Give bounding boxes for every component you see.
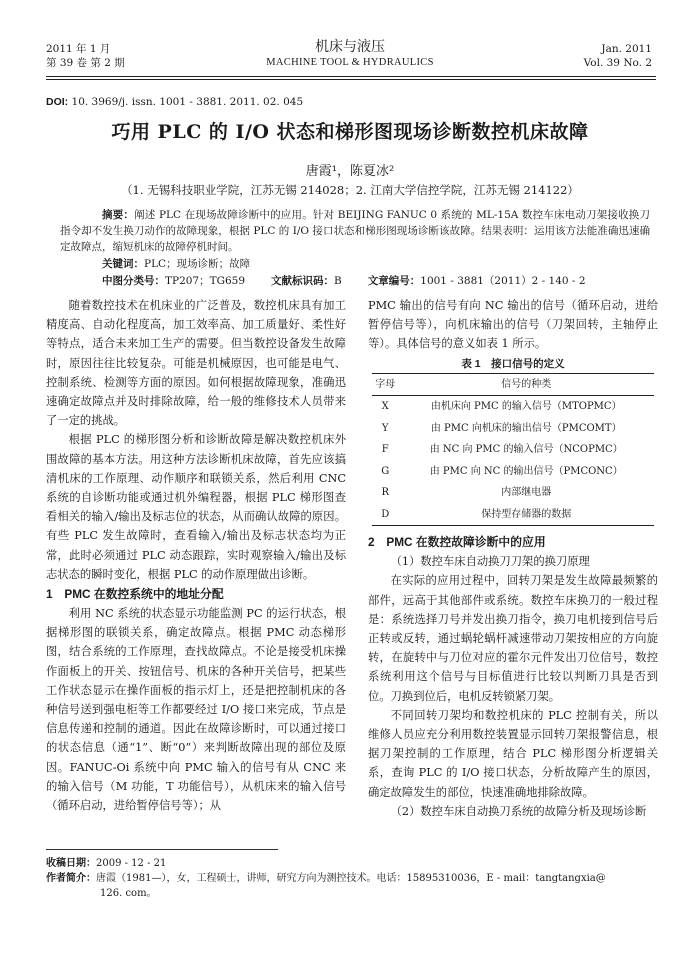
received-date-line bbox=[46, 856, 658, 871]
author-bio-cont: 126. com。 bbox=[100, 888, 157, 899]
header-rule-thin bbox=[46, 79, 656, 80]
doc-code-value: B bbox=[334, 275, 342, 287]
table-header-letter: 字母 bbox=[375, 378, 396, 390]
clc-label: 中图分类号： bbox=[102, 275, 165, 287]
footnote-rule bbox=[46, 849, 278, 850]
paragraph-intro: 随着数控技术在机床业的广泛普及，数控机床具有加工精度高、自动化程度高，加工效率高、加工质量好、柔性好等特点，适合未来加工生产的需要。但当数控设备发生故障时，原因往往比较复杂。可能是机械原因，也可能是电气、控制系统、检测等方面的原因。如何根据故障现象，准确迅速确定故障点并及时排除故障，给一般的维修技术人员带来了一定的挑战。 bbox=[46, 299, 346, 428]
table-cell-letter: R bbox=[381, 487, 389, 499]
table-cell-letter: G bbox=[381, 465, 390, 477]
table-cell-letter: X bbox=[381, 401, 389, 413]
doi-value: 10. 3969/j. issn. 1001 - 3881. 2011. 02. 045 bbox=[71, 96, 304, 108]
article-no-label: 文章编号： bbox=[367, 275, 421, 287]
abstract bbox=[60, 207, 650, 255]
header-date-en: Jan. 2011 bbox=[601, 43, 652, 55]
paragraph-diagnosis: 不同回转刀架均和数控机床的 PLC 控制有关，所以维修人员应充分利用数控装置显示回转刀架报警信息，根据刀架控制的工作原理，结合 PLC 梯形图分析逻辑关系，查询 PLC 的 I/O 接口状态，分析故障产生的原因，确定故障发生的部位，快速准确地排除故障。 bbox=[368, 708, 658, 799]
author-bio-label: 作者简介： bbox=[46, 873, 96, 884]
table-cell-type: 由 NC 向 PMC 的输入信号（NCOPMC） bbox=[429, 444, 623, 456]
paragraph-output-signals: PMC 输出的信号有向 NC 输出的信号（循环启动，进给暂停信号等），向机床输出的信号（刀架回转，主轴停止等）。具体信号的意义如表 1 所示。 bbox=[368, 299, 658, 351]
doi-line bbox=[46, 96, 303, 108]
table-header-type: 信号的种类 bbox=[501, 378, 552, 390]
header-right bbox=[584, 42, 652, 70]
table-cell-letter: F bbox=[381, 444, 389, 456]
table-cell-type: 内部继电器 bbox=[501, 487, 552, 499]
header-volume-en: Vol. 39 No. 2 bbox=[583, 57, 652, 69]
table-header-row bbox=[372, 373, 654, 396]
header-rule bbox=[46, 76, 656, 77]
table-row bbox=[372, 461, 654, 483]
table-cell-type: 由 PMC 向机床的输出信号（PMCOMT） bbox=[430, 422, 622, 434]
subheading-1: （1）数控车床自动换刀刀架的换刀原理 bbox=[390, 555, 590, 569]
subheading-2: （2）数控车床自动换刀系统的故障分析及现场诊断 bbox=[390, 804, 647, 818]
author-bio-line bbox=[46, 871, 658, 886]
journal-name-cn: 机床与液压 bbox=[315, 39, 385, 55]
table-row bbox=[372, 418, 654, 440]
classification-line bbox=[102, 273, 586, 289]
article-no-value: 1001 - 3881（2011）2 - 140 - 2 bbox=[420, 275, 586, 287]
paper-authors: 唐霞¹，陈夏冰² bbox=[305, 164, 395, 179]
paragraph-address: 利用 NC 系统的状态显示功能监测 PC 的运行状态，根据梯形图的联锁关系，确定故障点。根据 PMC 动态梯形图，结合系统的工作原理，查找故障点。不论是接受机床操作面板上的开关、按钮信号、机床的各种开关信号，把某些工作状态显示在操作面板的指示灯上，还是把控制机床的各种信号送到强电柜等工作都要经过 I/O 接口来完成，节点是信息传递和控制的通道。因此在故障诊断时，可以通过接口的状态信息（通“1”、断“0”）来判断故障出现的部位及原因。FANUC-Oi 系统中向 PMC 输入的信号有从 CNC 来的输入信号（M 功能，T 功能信号），从机床来的输入信号（循环启动，进给暂停信号等）；从 bbox=[46, 607, 346, 813]
journal-name-en: MACHINE TOOL & HYDRAULICS bbox=[266, 57, 434, 68]
paper-title: 巧用 PLC 的 I/O 状态和梯形图现场诊断数控机床故障 bbox=[111, 121, 589, 143]
header-volume: 第 39 卷 第 2 期 bbox=[46, 57, 125, 69]
right-column bbox=[368, 296, 658, 821]
table-row bbox=[372, 504, 654, 526]
doi-label: DOI: bbox=[46, 96, 69, 108]
keywords-label: 关键词： bbox=[102, 258, 144, 270]
table-caption: 表 1 接口信号的定义 bbox=[461, 357, 565, 370]
left-column bbox=[46, 296, 346, 815]
section-heading-2: 2 PMC 在数控故障诊断中的应用 bbox=[368, 535, 546, 550]
table-cell-letter: Y bbox=[381, 422, 389, 434]
doc-code-label: 文献标识码： bbox=[271, 275, 335, 287]
abstract-label: 摘要： bbox=[102, 209, 135, 221]
abstract-text: 阐述 PLC 在现场故障诊断中的应用。针对 BEIJING FANUC 0 系统的 ML-15A 数控车床电动刀架接收换刀指令却不发生换刀动作的故障现象，根据 PLC 的 I/O 接口状态和梯形图现场诊断该故障。结果表明：运用该方法能准确迅速确定故障点，缩短机床的故障停机时间。 bbox=[60, 209, 651, 253]
signal-table bbox=[372, 356, 654, 527]
table-cell-type: 保持型存储器的数据 bbox=[481, 508, 572, 520]
received-label: 收稿日期： bbox=[46, 858, 96, 869]
paragraph-turret: 在实际的应用过程中，回转刀架是发生故障最频繁的部件，远高于其他部件或系统。数控车床换刀的一般过程是：系统选择刀号并发出换刀指令，换刀电机接到信号后正转或反转，通过蜗轮蜗杆减速带动刀架按相应的方向旋转，在旋转中与刀位对应的霍尔元件发出刀位信号，数控系统利用这个信号与目标值进行比较以判断刀具是否到位。刀换到位后，电机反转锁紧刀架。 bbox=[368, 574, 658, 703]
author-bio-text: 唐霞（1981—），女，工程硕士，讲师，研究方向为测控技术。电话：15895310036，E - mail：tangtangxia@ bbox=[96, 873, 606, 884]
section-heading-1: 1 PMC 在数控系统中的地址分配 bbox=[46, 587, 224, 602]
paragraph-method: 根据 PLC 的梯形图分析和诊断故障是解决数控机床外围故障的基本方法。用这种方法诊断机床故障，首先应该搞清机床的工作原理、动作顺序和联锁关系，然后利用 CNC 系统的自诊断功能或通过机外编程器，根据 PLC 梯形图查看相关的输入/输出及标志位的状态，从而确认故障的原因。有些 PLC 发生故障时，查看输入/输出及标志状态均为正常，此时必须通过 PLC 动态跟踪，实时观察输入/输出及标志状态的瞬时变化，根据 PLC 的动作原理做出诊断。 bbox=[46, 433, 346, 581]
clc-value: TP207；TG659 bbox=[165, 275, 246, 287]
table-row bbox=[372, 396, 654, 418]
footnote bbox=[46, 856, 658, 901]
keywords-text: PLC；现场诊断；故障 bbox=[144, 258, 251, 270]
paper-affiliation: （1. 无锡科技职业学院，江苏无锡 214028；2. 江南大学信控学院，江苏无锡 214122） bbox=[121, 183, 579, 197]
table-cell-letter: D bbox=[381, 508, 390, 520]
table-cell-type: 由 PMC 向 NC 的输出信号（PMCONC） bbox=[429, 465, 623, 477]
keywords bbox=[102, 256, 250, 272]
table-row bbox=[372, 439, 654, 461]
header-date: 2011 年 1 月 bbox=[46, 43, 111, 55]
received-value: 2009 - 12 - 21 bbox=[96, 858, 167, 869]
table-row bbox=[372, 482, 654, 504]
table-cell-type: 由机床向 PMC 的输入信号（MTOPMC） bbox=[430, 401, 622, 413]
